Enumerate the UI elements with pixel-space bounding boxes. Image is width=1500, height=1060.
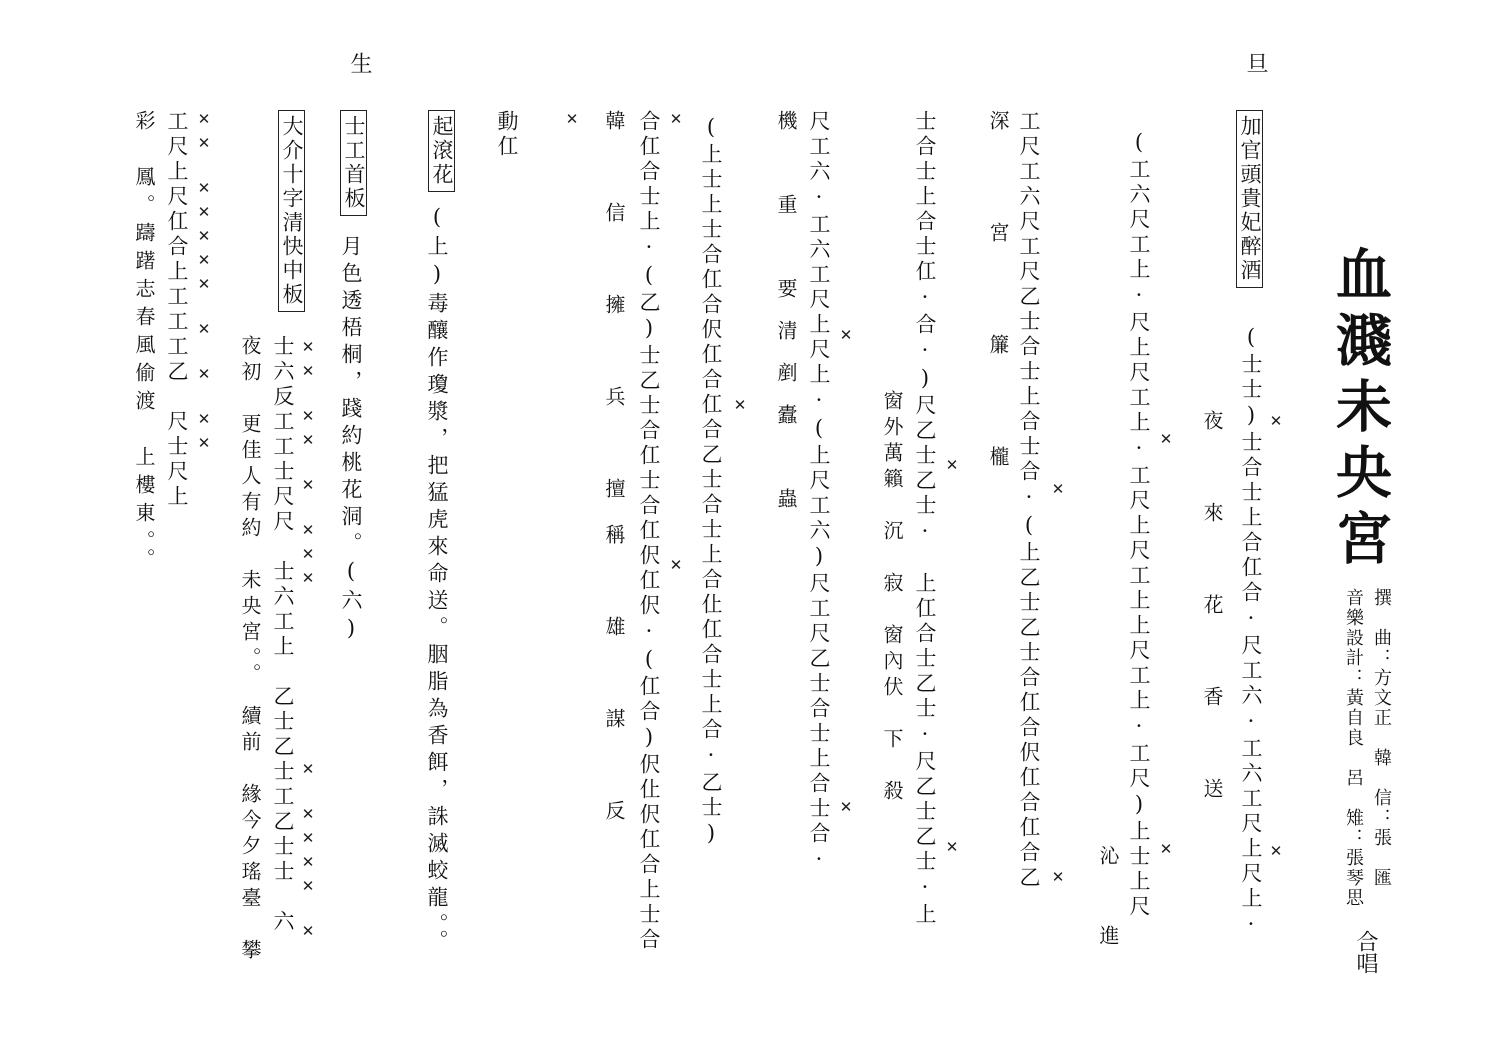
beat-mark: ✕ — [667, 556, 685, 574]
lyric-column-4: 窗外萬籟 沉 寂 窗內伏 下 殺 — [880, 390, 904, 806]
notation-column-6: (上士上士合仜合伬仜合仜合乙士合士上合仩仜合士上合·乙士) — [699, 115, 723, 849]
beat-mark: ✕ — [943, 838, 961, 856]
notation-column-1: (士士)士合士上合仜合·尺工六·工六工尺上尺上· — [1239, 325, 1263, 940]
notation-column-4: 士合士上合士仜·合·)尺乙士乙士· 上仜合士乙士·尺乙士乙士·上 — [913, 110, 937, 928]
lyric-column-2: 沁 進 — [1096, 845, 1120, 965]
role-sheng: 生 — [347, 52, 372, 74]
lyric-column-1: 夜 來 花 香 送 — [1200, 410, 1224, 824]
beat-mark: ✕ — [837, 798, 855, 816]
beat-mark: ✕ — [1267, 412, 1285, 430]
notation-column-5: 尺工六·工六工尺上尺上·(上尺工六)尺工尺乙士合士上合士合· — [807, 110, 831, 875]
beat-mark: ✕ — [1157, 840, 1175, 858]
role-dan: 旦 — [1243, 52, 1268, 74]
page-title: 血濺未央宮 — [1327, 245, 1393, 575]
beat-mark: ✕ — [731, 396, 749, 414]
tune-box-2: 起滾花 — [428, 110, 455, 192]
beat-mark: ✕ — [1049, 868, 1067, 886]
notation-column-12: 工尺上尺仜合上工工工乙 尺士尺上 — [165, 110, 189, 510]
beat-mark: ✕ — [667, 110, 685, 128]
notation-column-9: 動仜 — [495, 110, 519, 160]
beat-mark: ✕ — [943, 456, 961, 474]
credit-chorus: 合唱 — [1353, 930, 1378, 974]
credit-line-2: 音樂設計：黃自良 呂 雉：張琴思 — [1343, 588, 1364, 908]
lyric-column-3: 深 宮 簾 櫳 — [986, 110, 1010, 502]
lyric-column-7: 韓 信 擁 兵 擅稱 雄 謀 反 — [602, 110, 626, 846]
beat-mark: ✕ — [1267, 842, 1285, 860]
beat-mark: ✕ ✕✕✕✕ ✕ — [299, 760, 317, 946]
notation-column-11: 士六反工工士尺尺 士六工上 乙士乙士工乙士士 六 — [271, 335, 295, 935]
lyric-column-10: 月色透梧桐，踐約桃花洞。(六) — [339, 235, 363, 646]
lyric-column-8: (上)毒釀作瓊漿，把猛虎來命送。胭脂為香餌，誅滅蛟龍。。 — [425, 205, 449, 957]
tune-box-4: 大介十字清快中板 — [278, 110, 305, 312]
lyric-column-11: 夜初 更佳人有約 未央宮。。 續前 緣今夕瑤臺 攀 — [238, 335, 262, 965]
credit-line-1: 撰 曲：方文正 韓 信：張 匯 — [1371, 588, 1392, 888]
tune-box-1: 加官頭貴妃醉酒 — [1236, 110, 1263, 288]
beat-mark: ✕ — [1157, 430, 1175, 448]
notation-column-7: 合仜合士上·(乙)士乙士合仜士合仜伬仜伬·(仜合)伬仩伬仜合上士合 — [637, 110, 661, 953]
beat-mark: ✕ — [837, 326, 855, 344]
beat-mark: ✕ — [563, 110, 581, 128]
beat-mark: ✕✕ ✕✕✕✕✕ ✕ ✕ ✕✕ — [195, 110, 213, 458]
tune-box-3: 士工首板 — [340, 110, 367, 216]
beat-mark: ✕✕ ✕✕ ✕ ✕✕✕ — [299, 338, 317, 593]
notation-column-2: (工六尺工上·尺上尺工上·工尺上尺工上上尺工上·工尺)上士上尺 — [1127, 130, 1151, 920]
beat-mark: ✕ — [1049, 480, 1067, 498]
notation-column-3: 工尺工六尺工尺乙士合士上合士合·(上乙士乙士合仜合伬仜合仜合乙 — [1017, 110, 1041, 891]
lyric-column-12: 彩 鳳。躊躇志春風偷渡 上樓東。。 — [132, 110, 156, 576]
lyric-column-5: 機 重 要清剷蠹 蟲 — [774, 110, 798, 530]
